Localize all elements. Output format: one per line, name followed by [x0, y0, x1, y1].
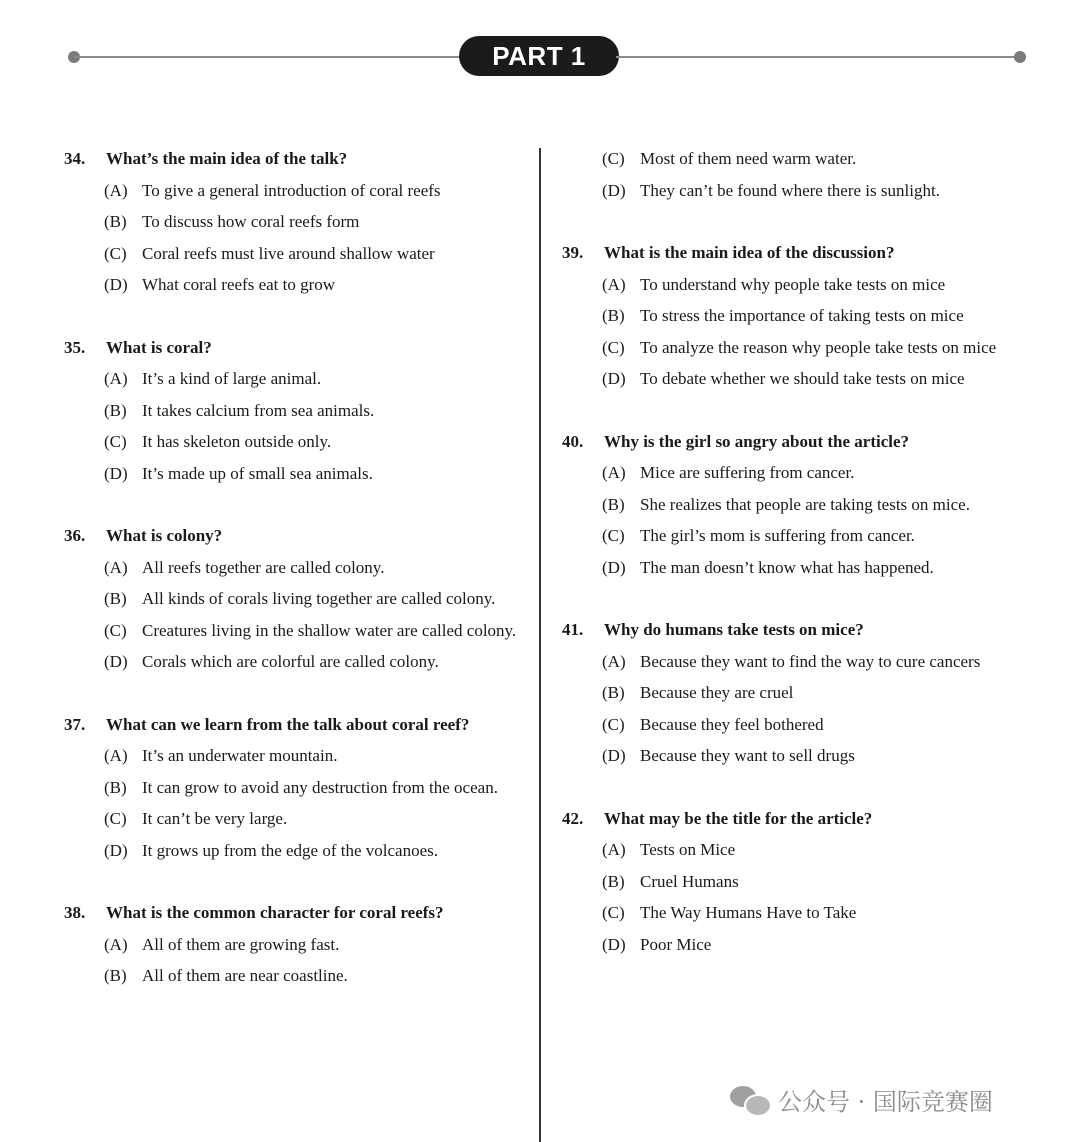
- question-text: What can we learn from the talk about coral reef?: [106, 714, 470, 734]
- option-text: It grows up from the edge of the volcanoes.: [142, 840, 438, 860]
- option-b: [562, 866, 1020, 898]
- option-label: (D): [602, 746, 626, 765]
- option-text: To discuss how coral reefs form: [142, 212, 360, 231]
- question-number: 39.: [562, 243, 584, 262]
- option-label: (B): [602, 494, 625, 514]
- option-text: To give a general introduction of coral reefs: [142, 180, 441, 200]
- question-number: 36.: [64, 526, 86, 545]
- option-text: Corals which are colorful are called colony.: [142, 652, 439, 671]
- option-text: Poor Mice: [640, 934, 712, 954]
- option-label: (D): [104, 840, 128, 860]
- question-number: 42.: [562, 808, 584, 828]
- option-label: (B): [602, 683, 625, 702]
- option-c: [64, 426, 520, 458]
- option-text: Most of them need warm water.: [640, 149, 857, 168]
- option-label: (D): [602, 180, 626, 200]
- option-text: To analyze the reason why people take tests on mice: [640, 337, 997, 357]
- option-text: It can grow to avoid any destruction from the ocean.: [142, 777, 498, 797]
- option-label: (B): [602, 306, 625, 325]
- option-label: (C): [602, 903, 625, 922]
- option-a: [64, 740, 520, 772]
- option-text: The Way Humans Have to Take: [640, 903, 857, 922]
- option-b: [64, 960, 520, 992]
- question-39: [562, 237, 1020, 395]
- option-d: [64, 458, 520, 490]
- right-column: [562, 143, 1020, 960]
- question-42: [562, 803, 1020, 961]
- option-label: (A): [104, 180, 128, 200]
- part-header: [0, 36, 1080, 78]
- question-text: What may be the title for the article?: [604, 808, 873, 828]
- option-label: (A): [104, 369, 128, 388]
- question-34: [64, 143, 520, 301]
- option-text: What coral reefs eat to grow: [142, 275, 336, 294]
- question-text: What is the common character for coral reefs?: [106, 903, 444, 922]
- option-a: [64, 552, 520, 584]
- option-b: [562, 677, 1020, 709]
- question-text: Why do humans take tests on mice?: [604, 620, 864, 639]
- option-c: [562, 143, 1020, 175]
- option-text: Cruel Humans: [640, 871, 739, 891]
- option-text: Because they feel bothered: [640, 714, 824, 734]
- left-column: [64, 143, 520, 992]
- question-38: [64, 897, 520, 992]
- question-text: What is the main idea of the discussion?: [604, 243, 895, 262]
- question-40: [562, 426, 1020, 584]
- option-c: [562, 709, 1020, 741]
- option-text: All kinds of corals living together are called colony.: [142, 589, 496, 608]
- option-text: It takes calcium from sea animals.: [142, 400, 375, 420]
- option-label: (D): [104, 463, 128, 483]
- question-text: What is colony?: [106, 526, 223, 545]
- option-a: [562, 646, 1020, 678]
- option-d: [562, 175, 1020, 207]
- option-d: [64, 835, 520, 867]
- option-a: [562, 269, 1020, 301]
- question-41: [562, 614, 1020, 772]
- option-d: [562, 552, 1020, 584]
- option-text: Because they are cruel: [640, 683, 794, 702]
- option-text: The girl’s mom is suffering from cancer.: [640, 526, 915, 545]
- wechat-icon: [730, 1084, 770, 1114]
- option-label: (C): [602, 714, 625, 734]
- question-text: What’s the main idea of the talk?: [106, 149, 348, 168]
- question-36: [64, 520, 520, 678]
- option-d: [64, 269, 520, 301]
- option-label: (A): [104, 557, 128, 577]
- option-b: [64, 206, 520, 238]
- option-text: All reefs together are called colony.: [142, 557, 385, 577]
- option-label: (C): [602, 149, 625, 168]
- option-label: (D): [602, 369, 626, 388]
- question-37: [64, 709, 520, 867]
- option-label: (B): [104, 966, 127, 985]
- option-c: [64, 238, 520, 270]
- option-text: To stress the importance of taking tests on mice: [640, 306, 964, 325]
- question-text: What is coral?: [106, 337, 212, 357]
- option-label: (A): [602, 463, 626, 482]
- option-label: (D): [602, 557, 626, 577]
- option-label: (A): [602, 840, 626, 859]
- watermark: [730, 1082, 993, 1116]
- question-number: 40.: [562, 431, 584, 451]
- question-number: 35.: [64, 337, 86, 357]
- option-b: [64, 583, 520, 615]
- option-b: [64, 772, 520, 804]
- option-b: [64, 395, 520, 427]
- option-text: It can’t be very large.: [142, 809, 288, 828]
- question-text: Why is the girl so angry about the article?: [604, 431, 910, 451]
- part-title: PART 1: [459, 36, 619, 76]
- option-a: [64, 175, 520, 207]
- option-c: [562, 897, 1020, 929]
- option-label: (B): [104, 777, 127, 797]
- option-label: (C): [602, 526, 625, 545]
- option-text: To understand why people take tests on mice: [640, 274, 946, 294]
- question-38-continued: [562, 143, 1020, 206]
- header-rule-left: [74, 56, 464, 58]
- option-text: Creatures living in the shallow water are called colony.: [142, 620, 517, 640]
- option-label: (D): [104, 652, 128, 671]
- option-d: [562, 363, 1020, 395]
- option-label: (B): [602, 871, 625, 891]
- option-label: (D): [104, 275, 128, 294]
- option-c: [64, 615, 520, 647]
- option-a: [64, 363, 520, 395]
- option-text: Coral reefs must live around shallow water: [142, 243, 435, 263]
- option-text: They can’t be found where there is sunlight.: [640, 180, 940, 200]
- option-label: (B): [104, 212, 127, 231]
- option-b: [562, 300, 1020, 332]
- option-c: [562, 332, 1020, 364]
- option-label: (A): [602, 651, 626, 671]
- option-text: She realizes that people are taking tests on mice.: [640, 494, 970, 514]
- option-d: [562, 929, 1020, 961]
- option-text: The man doesn’t know what has happened.: [640, 557, 934, 577]
- option-label: (A): [602, 274, 626, 294]
- option-label: (D): [602, 934, 626, 954]
- option-text: It’s a kind of large animal.: [142, 369, 322, 388]
- header-dot-right: [1014, 51, 1026, 63]
- option-d: [64, 646, 520, 678]
- option-label: (A): [104, 934, 128, 954]
- option-label: (A): [104, 746, 128, 765]
- option-text: Mice are suffering from cancer.: [640, 463, 855, 482]
- column-divider: [539, 148, 541, 1142]
- watermark-text: 公众号 · 国际竞赛圈: [778, 1087, 993, 1116]
- option-text: All of them are near coastline.: [142, 966, 348, 985]
- option-b: [562, 489, 1020, 521]
- header-rule-right: [616, 56, 1020, 58]
- option-a: [64, 929, 520, 961]
- option-text: Tests on Mice: [640, 840, 736, 859]
- option-label: (B): [104, 589, 127, 608]
- option-text: All of them are growing fast.: [142, 934, 340, 954]
- option-text: It’s an underwater mountain.: [142, 746, 338, 765]
- option-a: [562, 834, 1020, 866]
- option-text: Because they want to sell drugs: [640, 746, 855, 765]
- question-number: 38.: [64, 903, 86, 922]
- option-label: (C): [104, 243, 127, 263]
- question-number: 41.: [562, 620, 584, 639]
- question-number: 34.: [64, 149, 86, 168]
- option-label: (C): [104, 809, 127, 828]
- option-label: (C): [104, 620, 127, 640]
- option-label: (C): [104, 432, 127, 451]
- option-d: [562, 740, 1020, 772]
- option-text: It’s made up of small sea animals.: [142, 463, 373, 483]
- option-c: [562, 520, 1020, 552]
- option-label: (B): [104, 400, 127, 420]
- option-text: To debate whether we should take tests on mice: [640, 369, 965, 388]
- option-label: (C): [602, 337, 625, 357]
- question-number: 37.: [64, 714, 86, 734]
- option-text: It has skeleton outside only.: [142, 432, 332, 451]
- option-text: Because they want to find the way to cure cancers: [640, 651, 981, 671]
- option-c: [64, 803, 520, 835]
- question-35: [64, 332, 520, 490]
- option-a: [562, 457, 1020, 489]
